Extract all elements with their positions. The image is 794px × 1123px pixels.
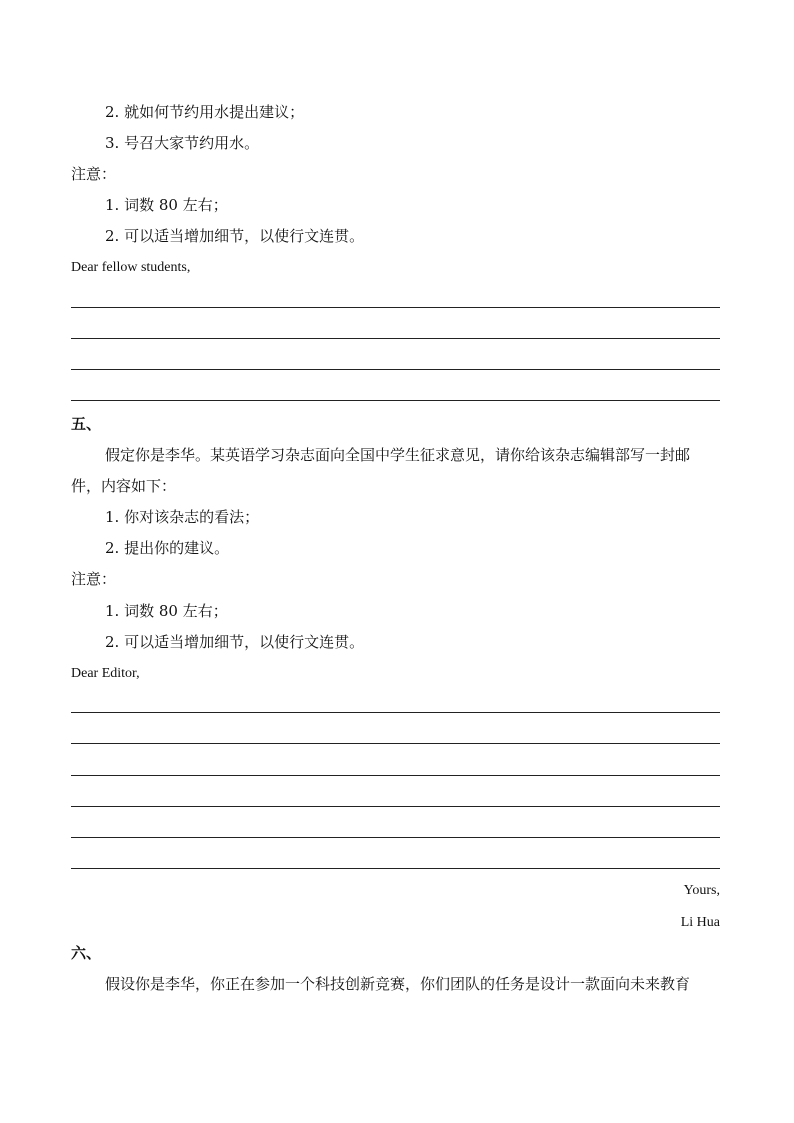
letter-salutation: Dear Editor,: [71, 666, 140, 681]
prompt-text: 假设你是李华，你正在参加一个科技创新竞赛，你们团队的任务是设计一款面向未来教育: [105, 975, 691, 993]
writing-line: [71, 806, 720, 807]
note-item-2: 2. 可以适当增加细节，以使行文连贯。: [105, 633, 365, 651]
content-item-2: 2. 提出你的建议。: [105, 539, 230, 557]
letter-signature: Li Hua: [680, 915, 720, 930]
requirement-item-2: 2. 就如何节约用水提出建议；: [105, 103, 305, 121]
content-item-1: 1. 你对该杂志的看法；: [105, 508, 260, 526]
writing-line: [71, 307, 720, 308]
note-item-1: 1. 词数 80 左右；: [105, 196, 228, 214]
writing-line: [71, 369, 720, 370]
requirement-item-3: 3. 号召大家节约用水。: [105, 134, 260, 152]
notes-label: 注意：: [71, 165, 117, 183]
note-item-1: 1. 词数 80 左右；: [105, 602, 228, 620]
letter-salutation: Dear fellow students,: [71, 260, 191, 275]
writing-line: [71, 338, 720, 339]
notes-label: 注意：: [71, 570, 117, 588]
section-heading-6: 六、: [71, 944, 102, 962]
note-item-2: 2. 可以适当增加细节，以使行文连贯。: [105, 227, 365, 245]
writing-line: [71, 712, 720, 713]
writing-line: [71, 743, 720, 744]
writing-line: [71, 837, 720, 838]
writing-line: [71, 400, 720, 401]
prompt-text-continued: 件，内容如下：: [71, 477, 177, 495]
letter-closing: Yours,: [683, 883, 720, 898]
writing-line: [71, 775, 720, 776]
prompt-text: 假定你是李华。某英语学习杂志面向全国中学生征求意见，请你给该杂志编辑部写一封邮: [105, 446, 691, 464]
section-heading-5: 五、: [71, 415, 102, 433]
writing-line: [71, 868, 720, 869]
